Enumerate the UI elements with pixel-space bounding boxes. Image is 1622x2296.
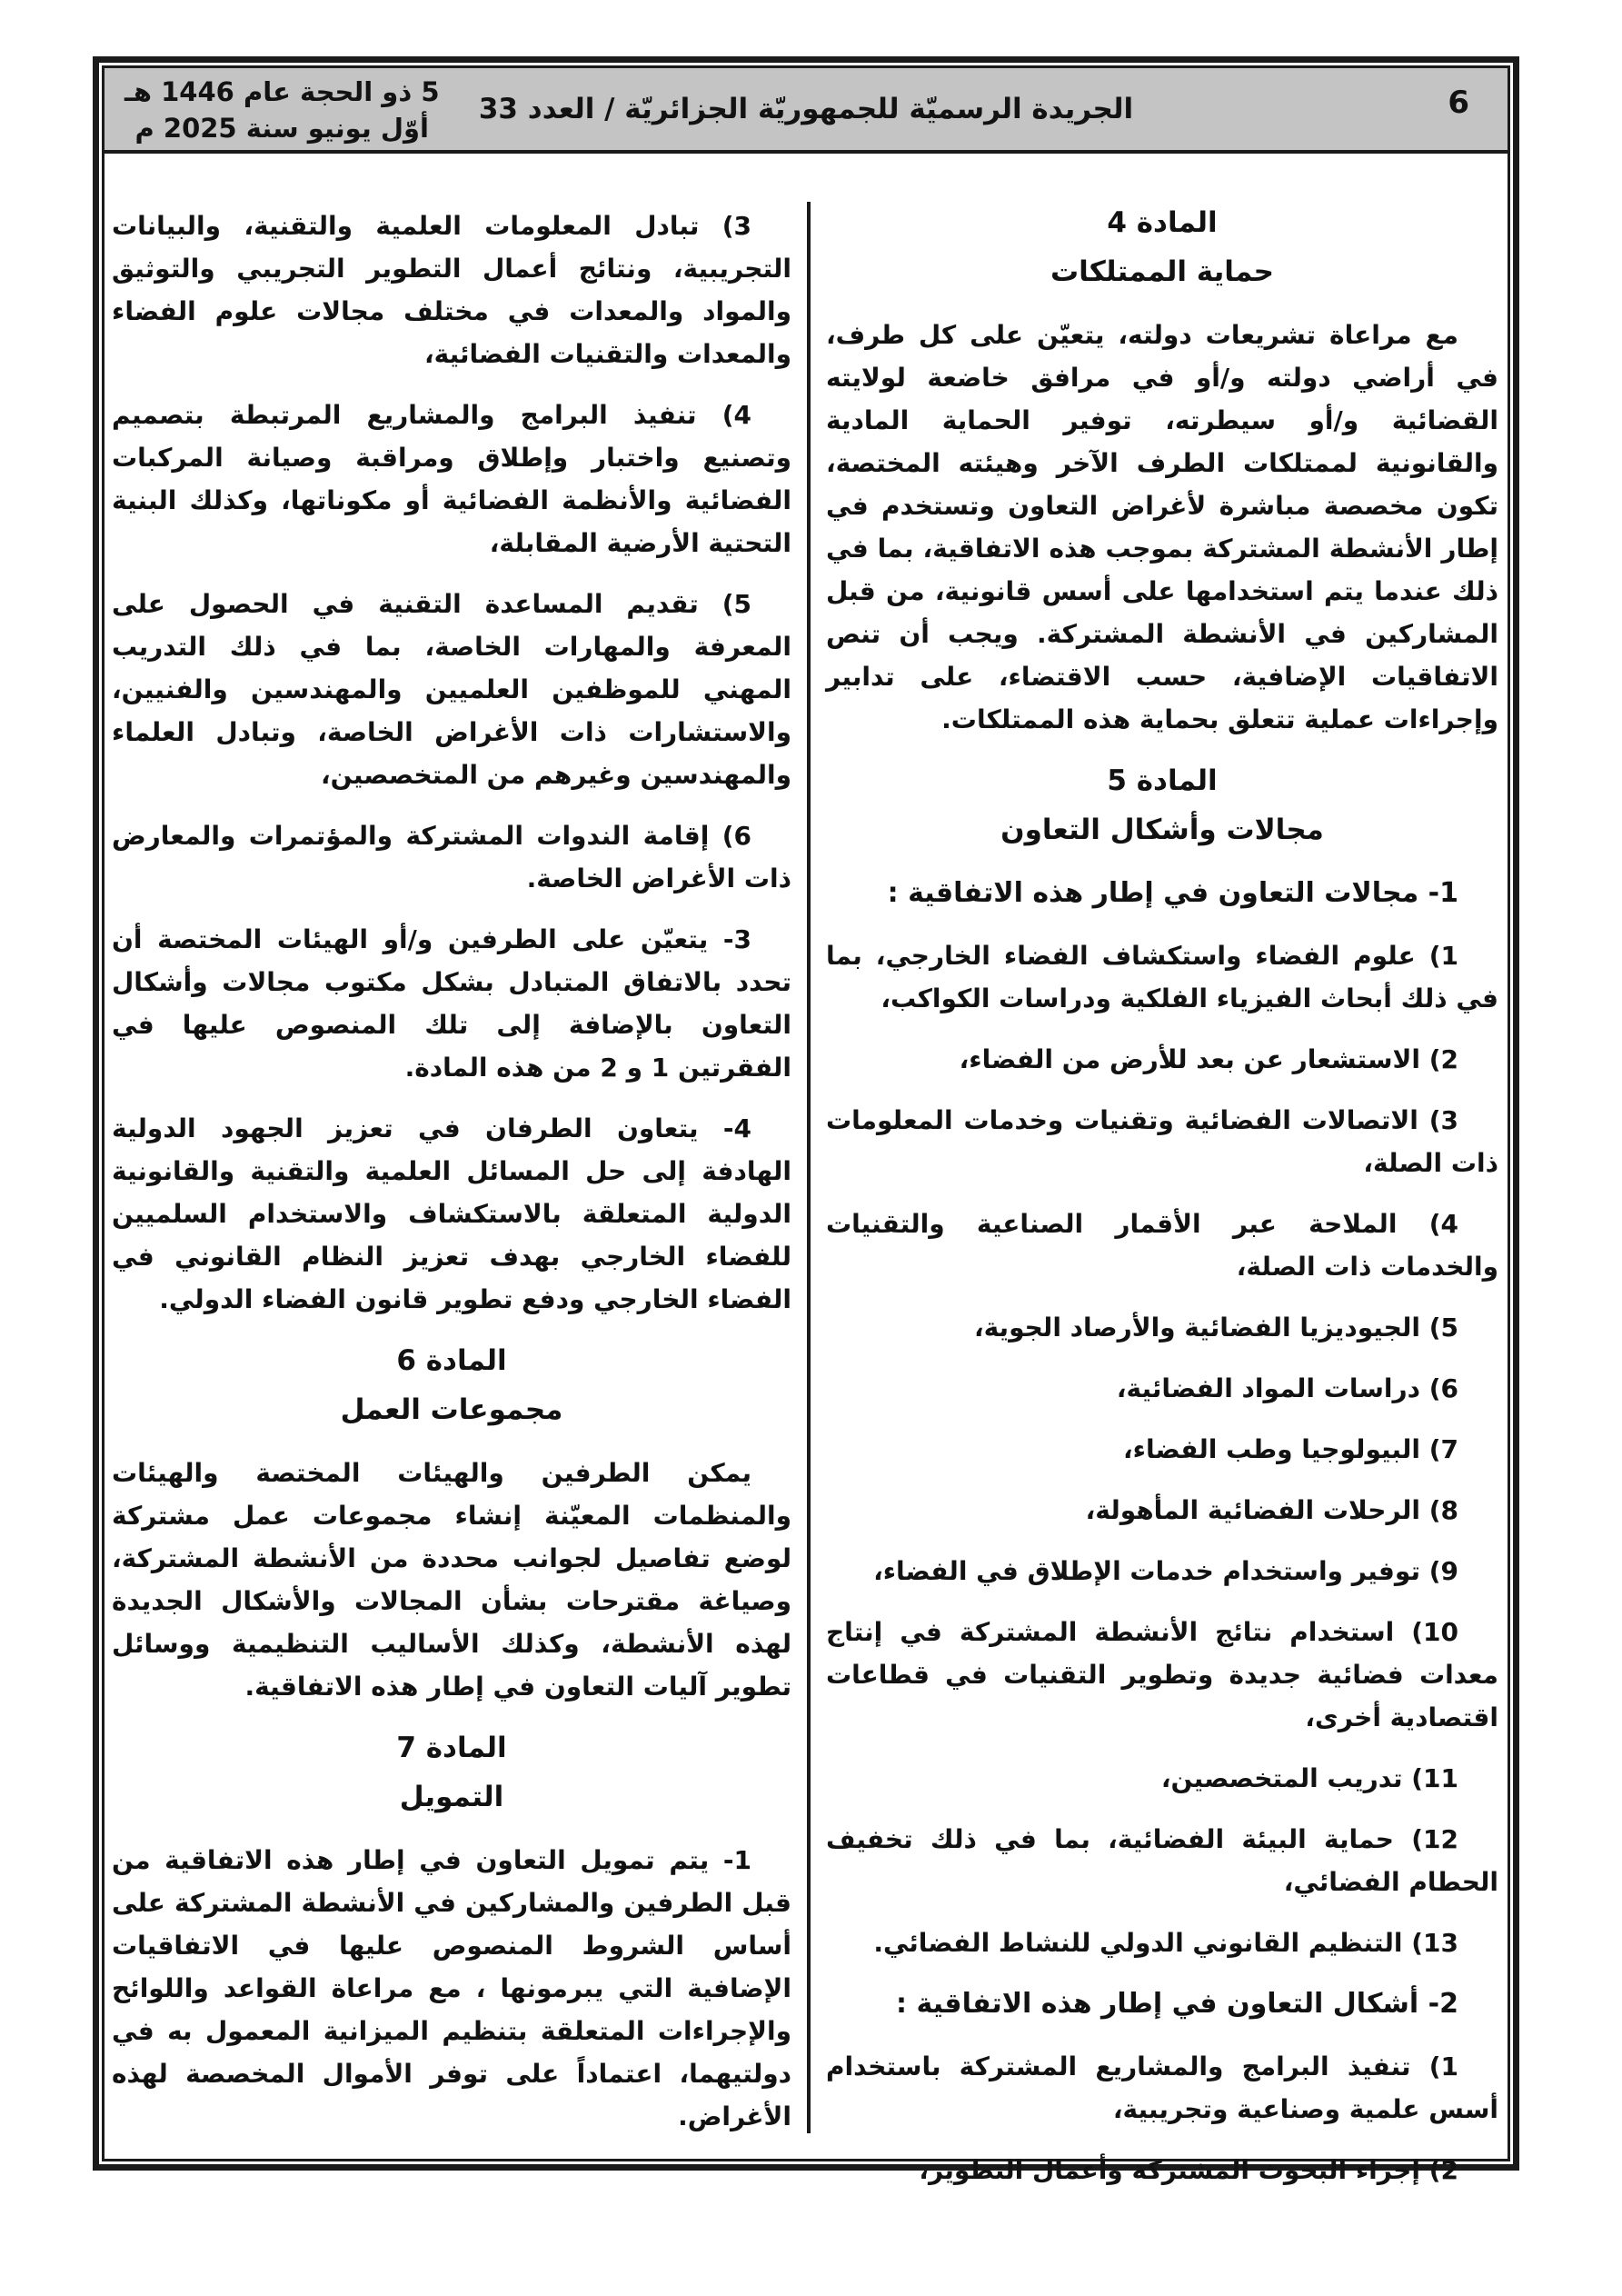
areas-subheading: 1- مجالات التعاون في إطار هذه الاتفاقية :: [887, 877, 1458, 909]
list-item: 6) إقامة الندوات المشتركة والمؤتمرات والمعارض ذات الأغراض الخاصة.: [112, 821, 791, 893]
list-item: 1) علوم الفضاء واستكشاف الفضاء الخارجي، بما في ذلك أبحاث الفيزياء الفلكية ودراسات الكواكب،: [826, 941, 1498, 1013]
page-frame-inner: [102, 65, 1510, 2185]
list-item: 4) الملاحة عبر الأقمار الصناعية والتقنيات والخدمات ذات الصلة،: [826, 1209, 1498, 1282]
column-divider: [807, 202, 811, 2133]
list-item: 6) دراسات المواد الفضائية،: [1116, 1373, 1458, 1403]
forms-subheading: 2- أشكال التعاون في إطار هذه الاتفاقية :: [896, 1988, 1458, 2020]
list-item: 2) الاستشعار عن بعد للأرض من الفضاء،: [959, 1044, 1458, 1074]
page-number: 6: [1448, 85, 1469, 121]
list-item: 11) تدريب المتخصصين،: [1160, 1763, 1458, 1793]
page-frame-outer: [93, 56, 1519, 2185]
list-item: 8) الرحلات الفضائية المأهولة،: [1085, 1495, 1458, 1525]
list-item: 9) توفير واستخدام خدمات الإطلاق في الفضاء،: [873, 1556, 1458, 1586]
list-item: 1) تنفيذ البرامج والمشاريع المشتركة باستخدام أسس علمية وصناعية وتجريبية،: [826, 2051, 1498, 2124]
list-item: 4) تنفيذ البرامج والمشاريع المرتبطة بتصميم وتصنيع واختبار وإطلاق ومراقبة وصيانة المركبات الفضائية والأنظمة الفضائية أو مكوناتها، وكذلك البنية التحتية الأرضية المقابلة،: [112, 400, 791, 558]
list-item: 7) البيولوجيا وطب الفضاء،: [1123, 1434, 1458, 1464]
list-item: 10) استخدام نتائج الأنشطة المشتركة في إنتاج معدات فضائية جديدة وتطوير التقنيات في قطاعات اقتصادية أخرى،: [826, 1617, 1498, 1732]
gregorian-date: أوّل يونيو سنة 2025 م: [134, 113, 429, 144]
list-item: 3) الاتصالات الفضائية وتقنيات وخدمات المعلومات ذات الصلة،: [826, 1105, 1498, 1178]
article-4-title: حماية الممتلكات: [1050, 255, 1274, 288]
issue-dates: [124, 74, 440, 146]
column-right: [826, 205, 1498, 2210]
article-7-title: التمويل: [399, 1781, 504, 1813]
article-6-heading: المادة 6: [396, 1344, 507, 1377]
list-item: 3) تبادل المعلومات العلمية والتقنية، والبيانات التجريبية، ونتائج أعمال التطوير التجريبي والتوثيق والمواد والمعدات في مختلف مجالات علوم الفضاء والمعدات والتقنيات الفضائية،: [112, 211, 791, 369]
list-item: 5) الجيوديزيا الفضائية والأرصاد الجوية،: [973, 1313, 1458, 1343]
clause-3: 3- يتعيّن على الطرفين و/أو الهيئات المختصة أن تحدد بالاتفاق المتبادل بشكل مكتوب مجالات وأشكال التعاون بالإضافة إلى تلك المنصوص عليها في الفقرتين 1 و 2 من هذه المادة.: [112, 924, 791, 1083]
article-6-title: مجموعات العمل: [340, 1393, 563, 1426]
article-5-title: مجالات وأشكال التعاون: [1000, 814, 1324, 846]
page-header: [104, 68, 1508, 154]
list-item: 12) حماية البيئة الفضائية، بما في ذلك تخفيف الحطام الفضائي،: [826, 1824, 1498, 1897]
article-5-heading: المادة 5: [1107, 764, 1218, 797]
article-7-body: 1- يتم تمويل التعاون في إطار هذه الاتفاقية من قبل الطرفين والمشاركين في الأنشطة المشتركة على أساس الشروط المنصوص عليها في الاتفاقيات الإضافية التي يبرمونها ، مع مراعاة القواعد واللوائح والإجراءات المتعلقة بتنظيم الميزانية المعمول به في دولتيهما، اعتماداً على توفر الأموال المخصصة لهذه الأغراض.: [112, 1845, 791, 2131]
hijri-date: 5 ذو الحجة عام 1446 هـ: [124, 76, 440, 107]
column-left: [112, 205, 791, 2156]
clause-4: 4- يتعاون الطرفان في تعزيز الجهود الدولية الهادفة إلى حل المسائل العلمية والتقنية والقانونية الدولية المتعلقة بالاستكشاف والاستخدام السلميين للفضاء الخارجي بهدف تعزيز النظام القانوني في الفضاء الخارجي ودفع تطوير قانون الفضاء الدولي.: [112, 1113, 791, 1314]
list-item: 2) إجراء البحوث المشتركة وأعمال التطوير،: [919, 2155, 1458, 2185]
article-7-heading: المادة 7: [396, 1732, 507, 1764]
article-4-body: مع مراعاة تشريعات دولته، يتعيّن على كل طرف، في أراضي دولته و/أو في مرافق خاضعة لولايته القضائية و/أو سيطرته، توفير الحماية المادية والقانونية لممتلكات الطرف الآخر وهيئته المختصة، تكون مخصصة مباشرة لأغراض التعاون وتستخدم في إطار الأنشطة المشتركة بموجب هذه الاتفاقية، بما في ذلك عندما يتم استخدامها على أسس قانونية، من قبل المشاركين في الأنشطة المشتركة. ويجب أن تنص الاتفاقيات الإضافية، حسب الاقتضاء، على تدابير وإجراءات عملية تتعلق بحماية هذه الممتلكات.: [826, 320, 1498, 734]
article-4-heading: المادة 4: [1107, 206, 1218, 239]
list-item: 13) التنظيم القانوني الدولي للنشاط الفضائي.: [873, 1928, 1458, 1958]
journal-title: الجريدة الرسميّة للجمهوريّة الجزائريّة / العدد 33: [478, 93, 1134, 125]
list-item: 5) تقديم المساعدة التقنية في الحصول على المعرفة والمهارات الخاصة، بما في ذلك التدريب المهني للموظفين العلميين والمهندسين والفنيين، والاستشارات ذات الأغراض الخاصة، وتبادل العلماء والمهندسين وغيرهم من المتخصصين،: [112, 589, 791, 790]
article-6-body: يمكن الطرفين والهيئات المختصة والهيئات والمنظمات المعيّنة إنشاء مجموعات عمل مشتركة لوضع تفاصيل لجوانب محددة من الأنشطة المشتركة، وصياغة مقترحات بشأن المجالات والأشكال الجديدة لهذه الأنشطة، وكذلك الأساليب التنظيمية ووسائل تطوير آليات التعاون في إطار هذه الاتفاقية.: [112, 1458, 791, 1702]
